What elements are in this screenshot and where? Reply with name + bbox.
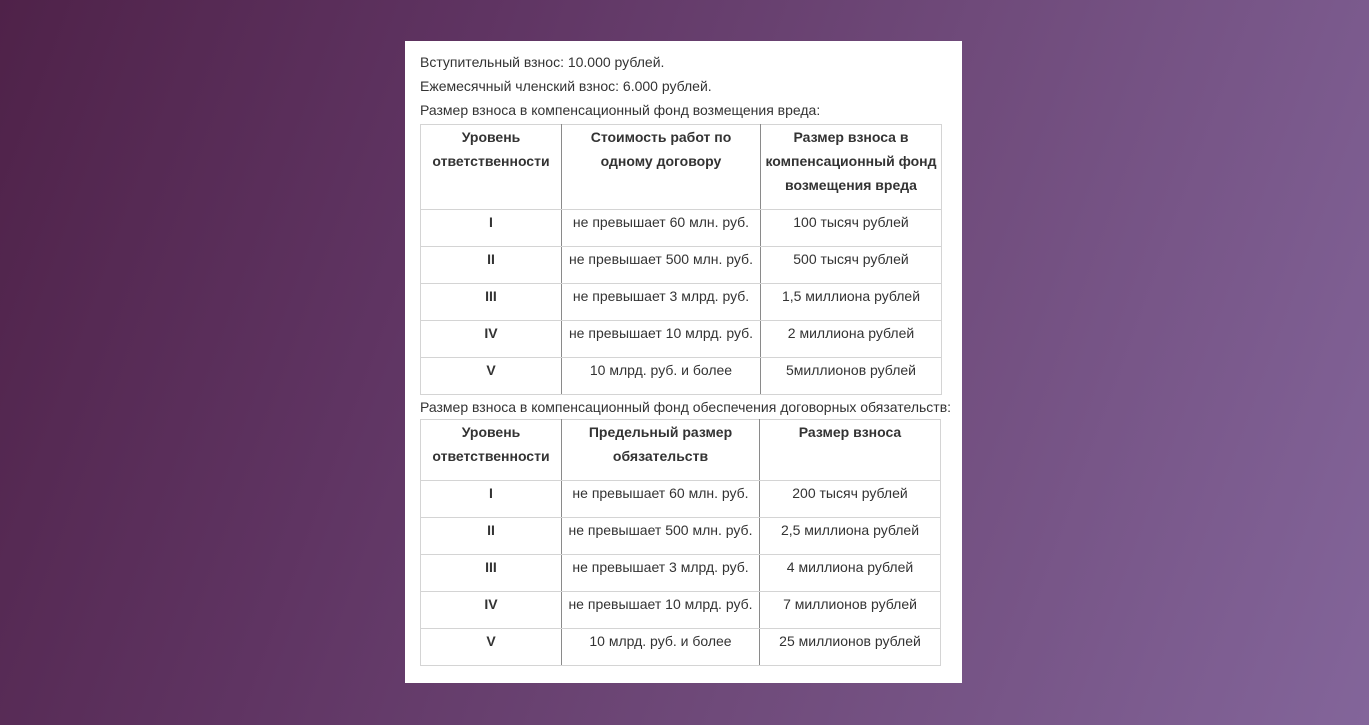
table-row <box>421 247 942 284</box>
limit-cell: не превышает 60 млн. руб. <box>562 481 760 518</box>
table-header-row <box>421 420 941 481</box>
level-cell: I <box>421 210 562 247</box>
fee-cell: 100 тысяч рублей <box>761 210 942 247</box>
contract-fund-caption: Размер взноса в компенсационный фонд обеспечения договорных обязательств: <box>420 399 952 415</box>
limit-cell: не превышает 3 млрд. руб. <box>562 284 761 321</box>
limit-cell: не превышает 3 млрд. руб. <box>562 555 760 592</box>
contract-fund-table <box>420 419 941 666</box>
limit-cell: не превышает 500 млн. руб. <box>562 518 760 555</box>
column-header-level: Уровень ответственности <box>421 420 562 481</box>
fee-cell: 4 миллиона рублей <box>760 555 941 592</box>
column-header-obligation-limit: Предельный размер обязательств <box>562 420 760 481</box>
column-header-fee: Размер взноса <box>760 420 941 481</box>
fee-cell: 500 тысяч рублей <box>761 247 942 284</box>
limit-cell: не превышает 10 млрд. руб. <box>562 592 760 629</box>
table-row <box>421 629 941 666</box>
fee-cell: 2,5 миллиона рублей <box>760 518 941 555</box>
fee-cell: 25 миллионов рублей <box>760 629 941 666</box>
level-cell: II <box>421 518 562 555</box>
level-cell: V <box>421 358 562 395</box>
fee-cell: 2 миллиона рублей <box>761 321 942 358</box>
damage-fund-caption: Размер взноса в компенсационный фонд возмещения вреда: <box>420 102 821 118</box>
column-header-level: Уровень ответственности <box>421 125 562 210</box>
damage-fund-table <box>420 124 942 395</box>
fee-cell: 1,5 миллиона рублей <box>761 284 942 321</box>
table-row <box>421 284 942 321</box>
monthly-fee-text: Ежемесячный членский взнос: 6.000 рублей. <box>420 78 712 94</box>
table-row <box>421 518 941 555</box>
level-cell: V <box>421 629 562 666</box>
level-cell: I <box>421 481 562 518</box>
limit-cell: не превышает 60 млн. руб. <box>562 210 761 247</box>
level-cell: IV <box>421 321 562 358</box>
fee-cell: 5миллионов рублей <box>761 358 942 395</box>
table-row <box>421 555 941 592</box>
table-row <box>421 210 942 247</box>
limit-cell: 10 млрд. руб. и более <box>562 629 760 666</box>
table-header-row <box>421 125 942 210</box>
level-cell: III <box>421 284 562 321</box>
level-cell: II <box>421 247 562 284</box>
table-row <box>421 592 941 629</box>
level-cell: IV <box>421 592 562 629</box>
entry-fee-text: Вступительный взнос: 10.000 рублей. <box>420 54 665 70</box>
limit-cell: 10 млрд. руб. и более <box>562 358 761 395</box>
limit-cell: не превышает 10 млрд. руб. <box>562 321 761 358</box>
level-cell: III <box>421 555 562 592</box>
column-header-work-cost: Стоимость работ по одному договору <box>562 125 761 210</box>
table-row <box>421 358 942 395</box>
limit-cell: не превышает 500 млн. руб. <box>562 247 761 284</box>
content-card <box>405 41 962 683</box>
fee-cell: 7 миллионов рублей <box>760 592 941 629</box>
column-header-fee: Размер взноса в компенсационный фонд возмещения вреда <box>761 125 942 210</box>
fee-cell: 200 тысяч рублей <box>760 481 941 518</box>
table-row <box>421 321 942 358</box>
table-row <box>421 481 941 518</box>
